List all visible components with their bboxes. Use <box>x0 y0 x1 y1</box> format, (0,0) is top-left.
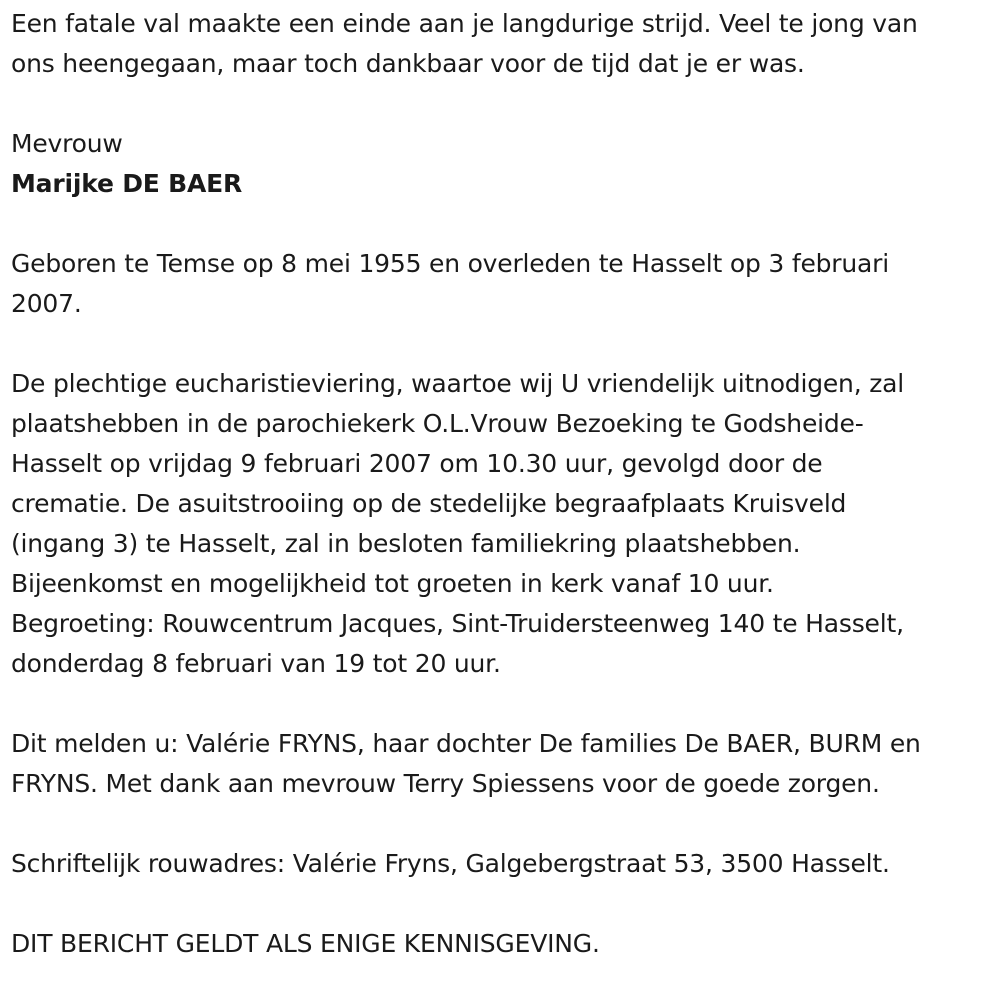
ceremony-line-2: plaatshebben in de parochiekerk O.L.Vrouw Bezoeking te Godsheide- <box>11 409 864 438</box>
spacer <box>11 204 991 244</box>
intro-line-2: ons heengegaan, maar toch dankbaar voor de tijd dat je er was. <box>11 49 805 78</box>
announcers-line-2: FRYNS. Met dank aan mevrouw Terry Spiessens voor de goede zorgen. <box>11 769 880 798</box>
spacer <box>11 804 991 844</box>
notice: DIT BERICHT GELDT ALS ENIGE KENNISGEVING. <box>11 929 600 958</box>
obituary-document <box>11 4 991 964</box>
spacer <box>11 684 991 724</box>
ceremony-line-7: Begroeting: Rouwcentrum Jacques, Sint-Truidersteenweg 140 te Hasselt, <box>11 609 904 638</box>
salutation: Mevrouw <box>11 129 123 158</box>
ceremony-line-3: Hasselt op vrijdag 9 februari 2007 om 10.30 uur, gevolgd door de <box>11 449 823 478</box>
mourning-address: Schriftelijk rouwadres: Valérie Fryns, Galgebergstraat 53, 3500 Hasselt. <box>11 849 890 878</box>
birth-line-1: Geboren te Temse op 8 mei 1955 en overleden te Hasselt op 3 februari <box>11 249 889 278</box>
deceased-name: Marijke DE BAER <box>11 169 243 198</box>
spacer <box>11 84 991 124</box>
ceremony-line-5: (ingang 3) te Hasselt, zal in besloten familiekring plaatshebben. <box>11 529 801 558</box>
spacer <box>11 324 991 364</box>
birth-line-2: 2007. <box>11 289 82 318</box>
announcers-line-1: Dit melden u: Valérie FRYNS, haar dochter De families De BAER, BURM en <box>11 729 921 758</box>
spacer <box>11 884 991 924</box>
ceremony-line-4: crematie. De asuitstrooiing op de stedelijke begraafplaats Kruisveld <box>11 489 847 518</box>
intro-line-1: Een fatale val maakte een einde aan je langdurige strijd. Veel te jong van <box>11 9 918 38</box>
ceremony-line-8: donderdag 8 februari van 19 tot 20 uur. <box>11 649 501 678</box>
ceremony-line-6: Bijeenkomst en mogelijkheid tot groeten in kerk vanaf 10 uur. <box>11 569 774 598</box>
ceremony-line-1: De plechtige eucharistieviering, waartoe wij U vriendelijk uitnodigen, zal <box>11 369 904 398</box>
